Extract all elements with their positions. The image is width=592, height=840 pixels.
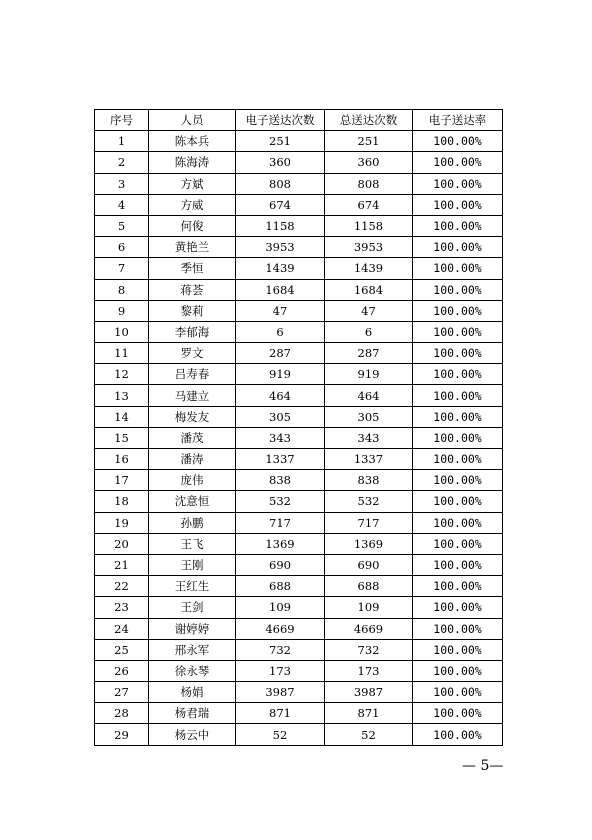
cell-electronic-count: 688: [236, 576, 325, 597]
table-row: [95, 512, 503, 533]
cell-index: 22: [95, 576, 149, 597]
cell-electronic-rate: 100.00%: [413, 321, 503, 342]
cell-total-count: 173: [325, 660, 413, 681]
cell-electronic-rate: 100.00%: [413, 385, 503, 406]
cell-electronic-rate: 100.00%: [413, 258, 503, 279]
cell-person: 王剑: [149, 597, 236, 618]
cell-electronic-rate: 100.00%: [413, 639, 503, 660]
header-index: 序号: [95, 110, 149, 131]
cell-person: 李郁海: [149, 321, 236, 342]
header-person: 人员: [149, 110, 236, 131]
table-row: [95, 152, 503, 173]
cell-electronic-rate: 100.00%: [413, 343, 503, 364]
cell-electronic-count: 464: [236, 385, 325, 406]
cell-person: 罗文: [149, 343, 236, 364]
cell-electronic-rate: 100.00%: [413, 512, 503, 533]
cell-electronic-rate: 100.00%: [413, 554, 503, 575]
cell-total-count: 1337: [325, 449, 413, 470]
cell-electronic-count: 1439: [236, 258, 325, 279]
cell-electronic-count: 173: [236, 660, 325, 681]
cell-electronic-count: 717: [236, 512, 325, 533]
cell-electronic-count: 287: [236, 343, 325, 364]
cell-person: 方威: [149, 194, 236, 215]
cell-total-count: 1158: [325, 215, 413, 236]
cell-electronic-count: 360: [236, 152, 325, 173]
cell-electronic-rate: 100.00%: [413, 237, 503, 258]
cell-electronic-count: 6: [236, 321, 325, 342]
cell-electronic-count: 52: [236, 724, 325, 745]
table-row: [95, 385, 503, 406]
cell-person: 梅发友: [149, 406, 236, 427]
table-row: [95, 682, 503, 703]
cell-index: 13: [95, 385, 149, 406]
table-row: [95, 237, 503, 258]
cell-person: 潘茂: [149, 427, 236, 448]
cell-person: 陈海涛: [149, 152, 236, 173]
table-row: [95, 321, 503, 342]
cell-index: 18: [95, 491, 149, 512]
cell-person: 方斌: [149, 173, 236, 194]
table-header-row: [95, 110, 503, 131]
cell-index: 2: [95, 152, 149, 173]
cell-electronic-rate: 100.00%: [413, 215, 503, 236]
cell-total-count: 47: [325, 300, 413, 321]
cell-person: 王刚: [149, 554, 236, 575]
cell-index: 14: [95, 406, 149, 427]
cell-electronic-count: 4669: [236, 618, 325, 639]
cell-electronic-rate: 100.00%: [413, 449, 503, 470]
table-row: [95, 639, 503, 660]
cell-total-count: 3987: [325, 682, 413, 703]
cell-electronic-count: 1684: [236, 279, 325, 300]
table-row: [95, 427, 503, 448]
cell-electronic-count: 871: [236, 703, 325, 724]
cell-index: 24: [95, 618, 149, 639]
cell-person: 黎莉: [149, 300, 236, 321]
cell-electronic-rate: 100.00%: [413, 597, 503, 618]
cell-electronic-count: 1369: [236, 533, 325, 554]
cell-person: 庞伟: [149, 470, 236, 491]
cell-electronic-rate: 100.00%: [413, 491, 503, 512]
cell-electronic-count: 732: [236, 639, 325, 660]
header-electronic-rate: 电子送达率: [413, 110, 503, 131]
cell-person: 邢永军: [149, 639, 236, 660]
cell-total-count: 690: [325, 554, 413, 575]
cell-total-count: 360: [325, 152, 413, 173]
cell-electronic-count: 251: [236, 131, 325, 152]
cell-person: 杨娟: [149, 682, 236, 703]
cell-index: 26: [95, 660, 149, 681]
cell-index: 11: [95, 343, 149, 364]
cell-person: 杨云中: [149, 724, 236, 745]
cell-electronic-rate: 100.00%: [413, 470, 503, 491]
cell-electronic-rate: 100.00%: [413, 173, 503, 194]
cell-total-count: 4669: [325, 618, 413, 639]
table-row: [95, 258, 503, 279]
page-number: — 5—: [462, 758, 504, 774]
cell-total-count: 871: [325, 703, 413, 724]
cell-person: 吕寿春: [149, 364, 236, 385]
cell-total-count: 688: [325, 576, 413, 597]
cell-index: 9: [95, 300, 149, 321]
cell-index: 1: [95, 131, 149, 152]
cell-index: 19: [95, 512, 149, 533]
cell-index: 15: [95, 427, 149, 448]
cell-person: 王红生: [149, 576, 236, 597]
cell-total-count: 52: [325, 724, 413, 745]
cell-index: 29: [95, 724, 149, 745]
table-row: [95, 533, 503, 554]
header-electronic-count: 电子送达次数: [236, 110, 325, 131]
table-row: [95, 300, 503, 321]
cell-total-count: 808: [325, 173, 413, 194]
cell-electronic-rate: 100.00%: [413, 152, 503, 173]
cell-person: 季恒: [149, 258, 236, 279]
table-row: [95, 194, 503, 215]
cell-total-count: 464: [325, 385, 413, 406]
table-row: [95, 215, 503, 236]
cell-index: 28: [95, 703, 149, 724]
table-row: [95, 343, 503, 364]
cell-person: 何俊: [149, 215, 236, 236]
cell-total-count: 838: [325, 470, 413, 491]
cell-index: 6: [95, 237, 149, 258]
cell-index: 23: [95, 597, 149, 618]
cell-electronic-rate: 100.00%: [413, 194, 503, 215]
cell-person: 孙鹏: [149, 512, 236, 533]
cell-total-count: 287: [325, 343, 413, 364]
header-total-count: 总送达次数: [325, 110, 413, 131]
cell-person: 黄艳兰: [149, 237, 236, 258]
table-row: [95, 279, 503, 300]
cell-electronic-rate: 100.00%: [413, 660, 503, 681]
cell-total-count: 1369: [325, 533, 413, 554]
cell-electronic-rate: 100.00%: [413, 533, 503, 554]
cell-index: 17: [95, 470, 149, 491]
cell-person: 王飞: [149, 533, 236, 554]
cell-electronic-count: 3987: [236, 682, 325, 703]
cell-index: 5: [95, 215, 149, 236]
cell-index: 10: [95, 321, 149, 342]
table-row: [95, 576, 503, 597]
cell-index: 3: [95, 173, 149, 194]
cell-index: 25: [95, 639, 149, 660]
cell-total-count: 251: [325, 131, 413, 152]
table-row: [95, 660, 503, 681]
cell-person: 杨君瑞: [149, 703, 236, 724]
cell-total-count: 6: [325, 321, 413, 342]
cell-person: 潘涛: [149, 449, 236, 470]
delivery-stats-table: [94, 109, 503, 746]
cell-electronic-rate: 100.00%: [413, 618, 503, 639]
table-row: [95, 470, 503, 491]
cell-electronic-count: 690: [236, 554, 325, 575]
cell-total-count: 732: [325, 639, 413, 660]
cell-total-count: 674: [325, 194, 413, 215]
table-row: [95, 173, 503, 194]
cell-electronic-count: 47: [236, 300, 325, 321]
cell-index: 20: [95, 533, 149, 554]
cell-total-count: 109: [325, 597, 413, 618]
cell-index: 16: [95, 449, 149, 470]
cell-person: 沈意恒: [149, 491, 236, 512]
cell-electronic-count: 3953: [236, 237, 325, 258]
cell-total-count: 1684: [325, 279, 413, 300]
cell-electronic-rate: 100.00%: [413, 300, 503, 321]
cell-person: 马建立: [149, 385, 236, 406]
cell-electronic-rate: 100.00%: [413, 682, 503, 703]
table-row: [95, 364, 503, 385]
cell-electronic-count: 305: [236, 406, 325, 427]
cell-electronic-rate: 100.00%: [413, 131, 503, 152]
cell-total-count: 343: [325, 427, 413, 448]
cell-electronic-count: 532: [236, 491, 325, 512]
table-row: [95, 597, 503, 618]
table-row: [95, 618, 503, 639]
table-row: [95, 491, 503, 512]
cell-electronic-rate: 100.00%: [413, 576, 503, 597]
cell-person: 徐永琴: [149, 660, 236, 681]
cell-electronic-count: 109: [236, 597, 325, 618]
cell-electronic-rate: 100.00%: [413, 406, 503, 427]
cell-electronic-count: 1337: [236, 449, 325, 470]
cell-total-count: 1439: [325, 258, 413, 279]
cell-total-count: 305: [325, 406, 413, 427]
cell-total-count: 717: [325, 512, 413, 533]
table-row: [95, 703, 503, 724]
cell-electronic-rate: 100.00%: [413, 364, 503, 385]
cell-electronic-count: 919: [236, 364, 325, 385]
cell-electronic-count: 343: [236, 427, 325, 448]
cell-electronic-rate: 100.00%: [413, 703, 503, 724]
cell-index: 4: [95, 194, 149, 215]
cell-index: 21: [95, 554, 149, 575]
cell-total-count: 919: [325, 364, 413, 385]
cell-index: 12: [95, 364, 149, 385]
table-body: [95, 131, 503, 745]
cell-electronic-rate: 100.00%: [413, 279, 503, 300]
cell-total-count: 3953: [325, 237, 413, 258]
table-row: [95, 554, 503, 575]
cell-person: 陈本兵: [149, 131, 236, 152]
cell-electronic-rate: 100.00%: [413, 427, 503, 448]
cell-index: 8: [95, 279, 149, 300]
cell-person: 蒋荟: [149, 279, 236, 300]
cell-electronic-count: 674: [236, 194, 325, 215]
cell-electronic-count: 838: [236, 470, 325, 491]
cell-electronic-count: 1158: [236, 215, 325, 236]
table-row: [95, 449, 503, 470]
cell-electronic-rate: 100.00%: [413, 724, 503, 745]
cell-index: 27: [95, 682, 149, 703]
cell-total-count: 532: [325, 491, 413, 512]
table-row: [95, 724, 503, 745]
cell-electronic-count: 808: [236, 173, 325, 194]
cell-person: 谢婷婷: [149, 618, 236, 639]
table-row: [95, 406, 503, 427]
cell-index: 7: [95, 258, 149, 279]
table-row: [95, 131, 503, 152]
